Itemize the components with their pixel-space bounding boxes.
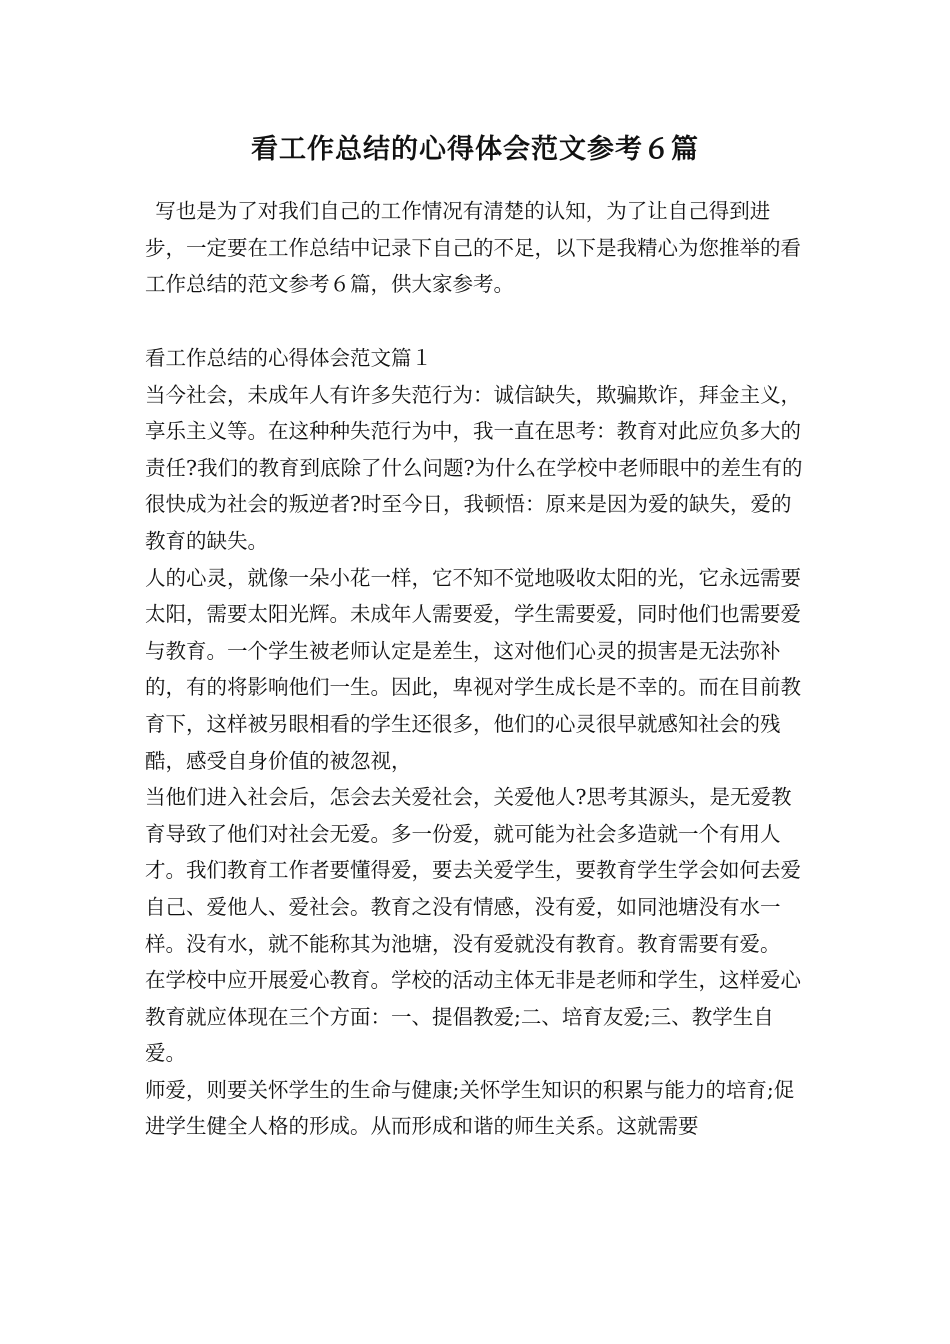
document-title: 看工作总结的心得体会范文参考６篇 — [251, 134, 699, 165]
body-paragraph: 人的心灵，就像一朵小花一样，它不知不觉地吸收太阳的光，它永远需要太阳，需要太阳光辉。未成年人需要爱，学生需要爱，同时他们也需要爱与教育。一个学生被老师认定是差生，这对他们心灵的损害是无法弥补的，有的将影响他们一生。因此，卑视对学生成长是不幸的。而在目前教育下，这样被另眼相看的学生还很多，他们的心灵很早就感知社会的残酷，感受自身价值的被忽视， — [145, 565, 801, 773]
section-heading: 看工作总结的心得体会范文篇１ — [145, 346, 432, 370]
body-paragraph: 当他们进入社会后，怎会去关爱社会，关爱他人?思考其源头，是无爱教育导致了他们对社会无爱。多一份爱，就可能为社会多造就一个有用人才。我们教育工作者要懂得爱，要去关爱学生，要教育学生学会如何去爱自己、爱他人、爱社会。教育之没有情感，没有爱，如同池塘没有水一样。没有水，就不能称其为池塘，没有爱就没有教育。教育需要有爱。 — [145, 785, 801, 956]
intro-paragraph: 写也是为了对我们自己的工作情况有清楚的认知，为了让自己得到进步，一定要在工作总结中记录下自己的不足，以下是我精心为您推举的看工作总结的范文参考６篇，供大家参考。 — [145, 199, 801, 297]
body-paragraph: 师爱，则要关怀学生的生命与健康;关怀学生知识的积累与能力的培育;促进学生健全人格的形成。从而形成和谐的师生关系。这就需要 — [145, 1077, 795, 1139]
body-paragraph: 在学校中应开展爱心教育。学校的活动主体无非是老师和学生，这样爱心教育就应体现在三个方面：一、提倡教爱;二、培育友爱;三、教学生自爱。 — [145, 968, 801, 1066]
document-content — [145, 340, 810, 1145]
body-paragraph: 当今社会，未成年人有许多失范行为：诚信缺失，欺骗欺诈，拜金主义，享乐主义等。在这种种失范行为中，我一直在思考：教育对此应负多大的责任?我们的教育到底除了什么问题?为什么在学校中老师眼中的差生有的很快成为社会的叛逆者?时至今日，我顿悟：原来是因为爱的缺失，爱的教育的缺失。 — [145, 382, 803, 553]
